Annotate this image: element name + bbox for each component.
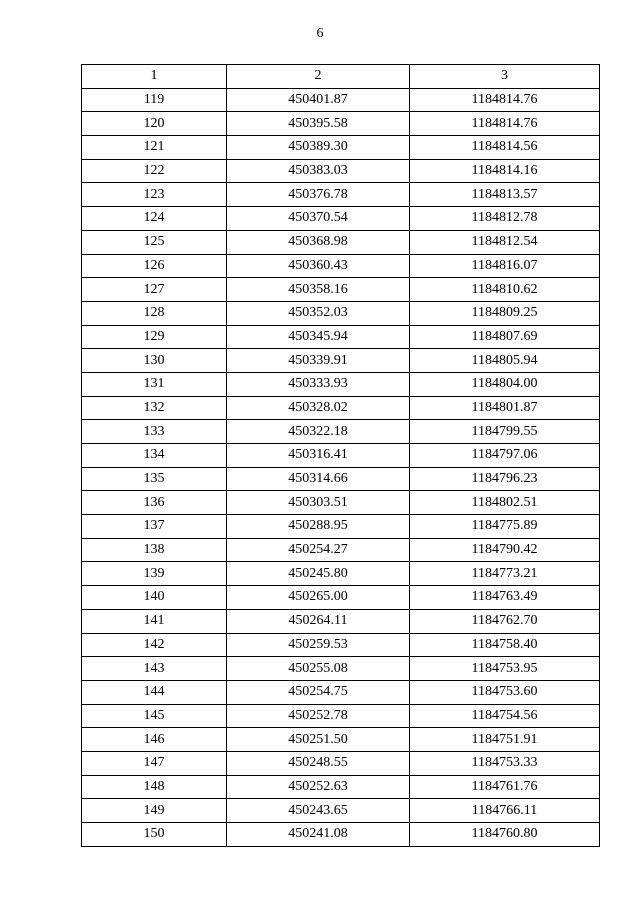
point-number-cell: 140 bbox=[82, 586, 227, 610]
x-coordinate-cell: 450288.95 bbox=[227, 515, 410, 539]
point-number-cell: 121 bbox=[82, 136, 227, 160]
y-coordinate-cell: 1184802.51 bbox=[410, 491, 600, 515]
y-coordinate-cell: 1184816.07 bbox=[410, 254, 600, 278]
x-coordinate-cell: 450255.08 bbox=[227, 657, 410, 681]
x-coordinate-cell: 450251.50 bbox=[227, 728, 410, 752]
point-number-cell: 136 bbox=[82, 491, 227, 515]
y-coordinate-cell: 1184799.55 bbox=[410, 420, 600, 444]
table-row bbox=[82, 183, 600, 207]
y-coordinate-cell: 1184761.76 bbox=[410, 775, 600, 799]
x-coordinate-cell: 450254.75 bbox=[227, 680, 410, 704]
table-row bbox=[82, 728, 600, 752]
x-coordinate-cell: 450395.58 bbox=[227, 112, 410, 136]
x-coordinate-cell: 450328.02 bbox=[227, 396, 410, 420]
table-row bbox=[82, 799, 600, 823]
x-coordinate-cell: 450352.03 bbox=[227, 301, 410, 325]
point-number-cell: 120 bbox=[82, 112, 227, 136]
y-coordinate-cell: 1184814.76 bbox=[410, 88, 600, 112]
point-number-cell: 125 bbox=[82, 230, 227, 254]
y-coordinate-cell: 1184751.91 bbox=[410, 728, 600, 752]
table-header-row bbox=[82, 65, 600, 89]
y-coordinate-cell: 1184766.11 bbox=[410, 799, 600, 823]
point-number-cell: 142 bbox=[82, 633, 227, 657]
point-number-cell: 126 bbox=[82, 254, 227, 278]
x-coordinate-cell: 450259.53 bbox=[227, 633, 410, 657]
x-coordinate-cell: 450252.78 bbox=[227, 704, 410, 728]
table-row bbox=[82, 420, 600, 444]
point-number-cell: 124 bbox=[82, 207, 227, 231]
point-number-cell: 123 bbox=[82, 183, 227, 207]
x-coordinate-cell: 450245.80 bbox=[227, 562, 410, 586]
x-coordinate-cell: 450376.78 bbox=[227, 183, 410, 207]
point-number-cell: 133 bbox=[82, 420, 227, 444]
point-number-cell: 137 bbox=[82, 515, 227, 539]
point-number-cell: 149 bbox=[82, 799, 227, 823]
y-coordinate-cell: 1184763.49 bbox=[410, 586, 600, 610]
table-row bbox=[82, 112, 600, 136]
table-row bbox=[82, 823, 600, 847]
table-row bbox=[82, 159, 600, 183]
y-coordinate-cell: 1184810.62 bbox=[410, 278, 600, 302]
y-coordinate-cell: 1184758.40 bbox=[410, 633, 600, 657]
point-number-cell: 127 bbox=[82, 278, 227, 302]
x-coordinate-cell: 450243.65 bbox=[227, 799, 410, 823]
x-coordinate-cell: 450358.16 bbox=[227, 278, 410, 302]
table-row bbox=[82, 325, 600, 349]
point-number-cell: 119 bbox=[82, 88, 227, 112]
table-row bbox=[82, 657, 600, 681]
point-number-cell: 129 bbox=[82, 325, 227, 349]
x-coordinate-cell: 450322.18 bbox=[227, 420, 410, 444]
y-coordinate-cell: 1184754.56 bbox=[410, 704, 600, 728]
x-coordinate-cell: 450389.30 bbox=[227, 136, 410, 160]
table-row bbox=[82, 254, 600, 278]
column-header-2: 2 bbox=[227, 65, 410, 89]
table-row bbox=[82, 562, 600, 586]
y-coordinate-cell: 1184809.25 bbox=[410, 301, 600, 325]
y-coordinate-cell: 1184807.69 bbox=[410, 325, 600, 349]
point-number-cell: 132 bbox=[82, 396, 227, 420]
point-number-cell: 141 bbox=[82, 609, 227, 633]
table-row bbox=[82, 372, 600, 396]
y-coordinate-cell: 1184790.42 bbox=[410, 538, 600, 562]
y-coordinate-cell: 1184762.70 bbox=[410, 609, 600, 633]
table-row bbox=[82, 396, 600, 420]
y-coordinate-cell: 1184753.33 bbox=[410, 751, 600, 775]
table-row bbox=[82, 704, 600, 728]
point-number-cell: 139 bbox=[82, 562, 227, 586]
y-coordinate-cell: 1184760.80 bbox=[410, 823, 600, 847]
y-coordinate-cell: 1184804.00 bbox=[410, 372, 600, 396]
x-coordinate-cell: 450339.91 bbox=[227, 349, 410, 373]
x-coordinate-cell: 450248.55 bbox=[227, 751, 410, 775]
table-row bbox=[82, 515, 600, 539]
x-coordinate-cell: 450254.27 bbox=[227, 538, 410, 562]
table-row bbox=[82, 491, 600, 515]
point-number-cell: 145 bbox=[82, 704, 227, 728]
page-number: 6 bbox=[316, 26, 324, 41]
x-coordinate-cell: 450401.87 bbox=[227, 88, 410, 112]
y-coordinate-cell: 1184796.23 bbox=[410, 467, 600, 491]
y-coordinate-cell: 1184814.56 bbox=[410, 136, 600, 160]
x-coordinate-cell: 450241.08 bbox=[227, 823, 410, 847]
point-number-cell: 148 bbox=[82, 775, 227, 799]
x-coordinate-cell: 450383.03 bbox=[227, 159, 410, 183]
table-row bbox=[82, 609, 600, 633]
table-row bbox=[82, 467, 600, 491]
x-coordinate-cell: 450265.00 bbox=[227, 586, 410, 610]
table-row bbox=[82, 444, 600, 468]
point-number-cell: 138 bbox=[82, 538, 227, 562]
x-coordinate-cell: 450314.66 bbox=[227, 467, 410, 491]
point-number-cell: 147 bbox=[82, 751, 227, 775]
point-number-cell: 135 bbox=[82, 467, 227, 491]
point-number-cell: 150 bbox=[82, 823, 227, 847]
table-row bbox=[82, 633, 600, 657]
x-coordinate-cell: 450345.94 bbox=[227, 325, 410, 349]
y-coordinate-cell: 1184812.78 bbox=[410, 207, 600, 231]
x-coordinate-cell: 450360.43 bbox=[227, 254, 410, 278]
y-coordinate-cell: 1184797.06 bbox=[410, 444, 600, 468]
table-row bbox=[82, 751, 600, 775]
table-row bbox=[82, 230, 600, 254]
x-coordinate-cell: 450316.41 bbox=[227, 444, 410, 468]
x-coordinate-cell: 450264.11 bbox=[227, 609, 410, 633]
y-coordinate-cell: 1184753.60 bbox=[410, 680, 600, 704]
y-coordinate-cell: 1184801.87 bbox=[410, 396, 600, 420]
column-header-1: 1 bbox=[82, 65, 227, 89]
table-body bbox=[82, 88, 600, 846]
table-row bbox=[82, 349, 600, 373]
table-row bbox=[82, 538, 600, 562]
table-row bbox=[82, 301, 600, 325]
table-row bbox=[82, 136, 600, 160]
table-row bbox=[82, 88, 600, 112]
x-coordinate-cell: 450368.98 bbox=[227, 230, 410, 254]
table-row bbox=[82, 775, 600, 799]
point-number-cell: 128 bbox=[82, 301, 227, 325]
y-coordinate-cell: 1184753.95 bbox=[410, 657, 600, 681]
column-header-3: 3 bbox=[410, 65, 600, 89]
point-number-cell: 144 bbox=[82, 680, 227, 704]
table-row bbox=[82, 680, 600, 704]
y-coordinate-cell: 1184813.57 bbox=[410, 183, 600, 207]
y-coordinate-cell: 1184805.94 bbox=[410, 349, 600, 373]
x-coordinate-cell: 450370.54 bbox=[227, 207, 410, 231]
x-coordinate-cell: 450333.93 bbox=[227, 372, 410, 396]
coordinates-table bbox=[81, 64, 600, 847]
x-coordinate-cell: 450252.63 bbox=[227, 775, 410, 799]
point-number-cell: 131 bbox=[82, 372, 227, 396]
table-row bbox=[82, 586, 600, 610]
y-coordinate-cell: 1184773.21 bbox=[410, 562, 600, 586]
y-coordinate-cell: 1184775.89 bbox=[410, 515, 600, 539]
point-number-cell: 146 bbox=[82, 728, 227, 752]
y-coordinate-cell: 1184812.54 bbox=[410, 230, 600, 254]
point-number-cell: 122 bbox=[82, 159, 227, 183]
point-number-cell: 143 bbox=[82, 657, 227, 681]
table-row bbox=[82, 207, 600, 231]
point-number-cell: 134 bbox=[82, 444, 227, 468]
y-coordinate-cell: 1184814.76 bbox=[410, 112, 600, 136]
table-row bbox=[82, 278, 600, 302]
y-coordinate-cell: 1184814.16 bbox=[410, 159, 600, 183]
point-number-cell: 130 bbox=[82, 349, 227, 373]
x-coordinate-cell: 450303.51 bbox=[227, 491, 410, 515]
